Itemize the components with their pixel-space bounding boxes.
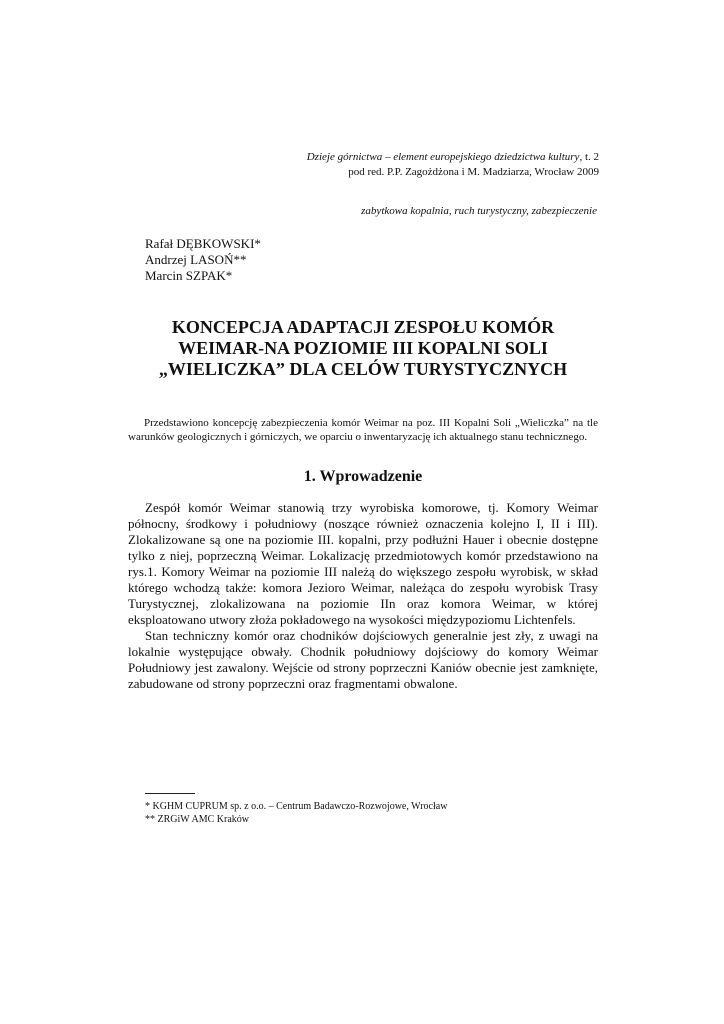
volume-number: , t. 2 — [579, 151, 599, 163]
publication-header — [179, 150, 599, 180]
author-name: Marcin SZPAK* — [145, 268, 233, 283]
paper-title — [128, 317, 598, 380]
author-name: Andrzej LASOŃ** — [145, 252, 247, 267]
body-paragraph: Zespół komór Weimar stanowią trzy wyrobiska komorowe, tj. Komory Weimar północny, środkowy i południowy (noszące również oznaczenia kolejno I, II i III). Zlokalizowane są one na poziomie III. kopalni, przy podłużni Hauer i obecnie dostępne tylko z niej, poprzeczną Weimar. Lokalizację przedmiotowych komór przedstawiono na rys.1. Komory Weimar na poziomie III należą do większego zespołu wyrobisk, w skład którego wchodzą także: komora Jezioro Weimar, należąca do zespołu wyrobisk Trasy Turystycznej, zlokalizowana na poziomie IIn oraz komora Weimar, w której eksploatowano utwory złoża pokładowego na wysokości międzypoziomu Lichtenfels. — [128, 500, 598, 627]
title-line: „WIELICZKA” DLA CELÓW TURYSTYCZNYCH — [158, 359, 568, 379]
abstract: Przedstawiono koncepcję zabezpieczenia komór Weimar na poz. III Kopalni Soli „Wieliczka” na tle warunków geologicznych i górniczych, we oparciu o inwentaryzację ich aktualnego stanu technicznego. — [128, 417, 598, 443]
author-name: Rafał DĘBKOWSKI* — [145, 236, 261, 251]
footnote-divider — [145, 793, 195, 794]
editors-line: pod red. P.P. Zagożdżona i M. Madziarza, Wrocław 2009 — [348, 166, 599, 178]
title-line: WEIMAR-NA POZIOMIE III KOPALNI SOLI — [178, 338, 548, 358]
footnote: * KGHM CUPRUM sp. z o.o. – Centrum Badawczo-Rozwojowe, Wrocław — [145, 801, 448, 812]
keywords: zabytkowa kopalnia, ruch turystyczny, zabezpieczenie — [361, 205, 597, 217]
title-line: KONCEPCJA ADAPTACJI ZESPOŁU KOMÓR — [171, 317, 555, 337]
section-body — [128, 500, 598, 692]
series-line — [179, 150, 599, 165]
series-title: Dzieje górnictwa – element europejskiego dziedzictwa kultury — [306, 151, 580, 163]
section-heading: 1. Wprowadzenie — [303, 468, 423, 485]
footnote: ** ZRGiW AMC Kraków — [145, 814, 249, 825]
body-paragraph: Stan techniczny komór oraz chodników dojściowych generalnie jest zły, z uwagi na lokalnie występujące obwały. Chodnik południowy dojściowy do komory Weimar Południowy jest zawalony. Wejście od strony poprzeczni Kaniów obecnie jest zamknięte, zabudowane od strony poprzeczni oraz fragmentami obwalone. — [128, 628, 598, 691]
author-list — [145, 236, 261, 284]
footnotes — [145, 800, 595, 826]
